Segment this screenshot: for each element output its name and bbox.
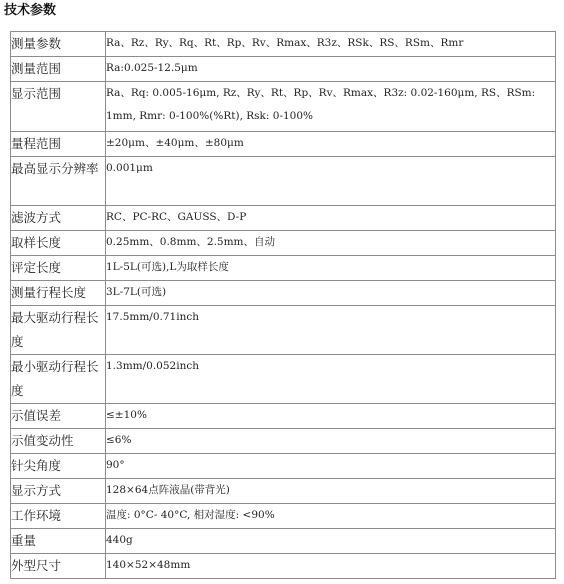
table-row xyxy=(11,529,556,554)
row-label: 最大驱动行程长度 xyxy=(11,306,106,355)
row-value: 17.5mm/0.71inch xyxy=(106,306,556,355)
row-label: 示值误差 xyxy=(11,404,106,429)
row-label: 外型尺寸 xyxy=(11,554,106,579)
row-value: Ra、Rq: 0.005-16μm, Rz、Ry、Rt、Rp、Rv、Rmax、R3z: 0.02-160μm, RS、RSm: 1mm, Rmr: 0-100%(%Rt), Rsk: 0-100% xyxy=(106,82,556,132)
row-value: 140×52×48mm xyxy=(106,554,556,579)
table-row xyxy=(11,306,556,355)
table-row xyxy=(11,57,556,82)
spec-table-body xyxy=(11,32,556,579)
row-value: ≤6% xyxy=(106,429,556,454)
row-value: 0.001μm xyxy=(106,157,556,206)
row-value: 1.3mm/0.052inch xyxy=(106,355,556,404)
row-label: 工作环境 xyxy=(11,504,106,529)
row-label: 评定长度 xyxy=(11,256,106,281)
table-row xyxy=(11,206,556,231)
row-label: 测量参数 xyxy=(11,32,106,57)
row-value: Ra:0.025-12.5μm xyxy=(106,57,556,82)
row-label: 最小驱动行程长度 xyxy=(11,355,106,404)
table-row xyxy=(11,355,556,404)
table-row xyxy=(11,132,556,157)
table-row xyxy=(11,157,556,206)
row-label: 量程范围 xyxy=(11,132,106,157)
table-row xyxy=(11,32,556,57)
row-label: 测量行程长度 xyxy=(11,281,106,306)
table-row xyxy=(11,429,556,454)
table-row xyxy=(11,231,556,256)
row-value: RC、PC-RC、GAUSS、D-P xyxy=(106,206,556,231)
table-row xyxy=(11,281,556,306)
row-value: 128×64点阵液晶(带背光) xyxy=(106,479,556,504)
table-row xyxy=(11,504,556,529)
row-label: 示值变动性 xyxy=(11,429,106,454)
table-row xyxy=(11,256,556,281)
row-label: 滤波方式 xyxy=(11,206,106,231)
row-label: 重量 xyxy=(11,529,106,554)
row-value: 3L-7L(可选) xyxy=(106,281,556,306)
row-label: 针尖角度 xyxy=(11,454,106,479)
table-row xyxy=(11,454,556,479)
section-title: 技术参数 xyxy=(4,3,57,18)
row-value: ≤±10% xyxy=(106,404,556,429)
table-row xyxy=(11,404,556,429)
spec-table xyxy=(10,31,556,579)
row-value: 0.25mm、0.8mm、2.5mm、自动 xyxy=(106,231,556,256)
table-row xyxy=(11,479,556,504)
row-label: 显示范围 xyxy=(11,82,106,132)
row-value: 温度: 0°C- 40°C, 相对湿度: <90% xyxy=(106,504,556,529)
row-label: 取样长度 xyxy=(11,231,106,256)
row-value: 1L-5L(可选),L为取样长度 xyxy=(106,256,556,281)
table-row xyxy=(11,554,556,579)
row-value: Ra、Rz、Ry、Rq、Rt、Rp、Rv、Rmax、R3z、RSk、RS、RSm、Rmr xyxy=(106,32,556,57)
row-label: 最高显示分辨率 xyxy=(11,157,106,206)
row-label: 测量范围 xyxy=(11,57,106,82)
row-value: 90° xyxy=(106,454,556,479)
table-row xyxy=(11,82,556,132)
row-value: ±20μm、±40μm、±80μm xyxy=(106,132,556,157)
row-label: 显示方式 xyxy=(11,479,106,504)
row-value: 440g xyxy=(106,529,556,554)
